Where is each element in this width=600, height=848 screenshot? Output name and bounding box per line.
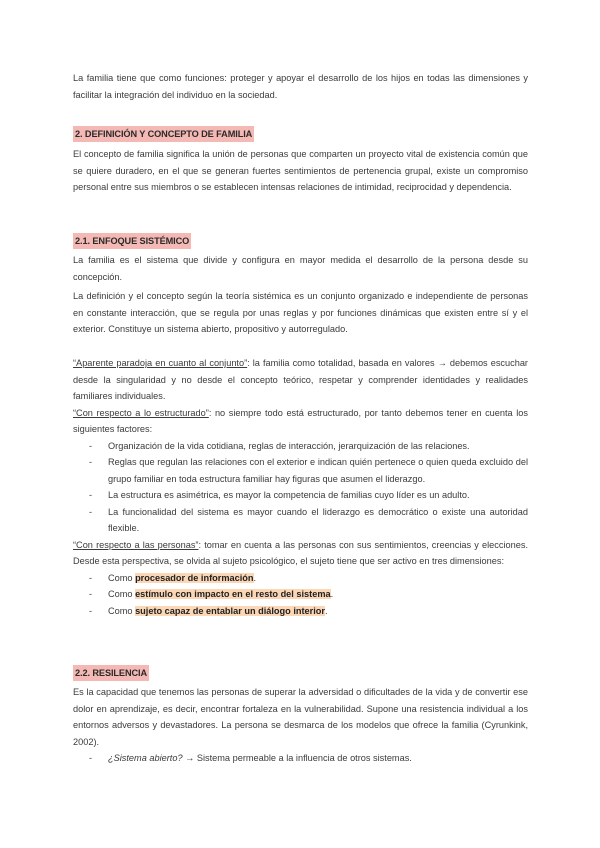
personas-text: : tomar en cuenta a las personas con sus sentimientos, creencias y elecciones. Desde esta perspectiva, se olvida al sujeto psicológico, el sujeto tiene que ser activo en tres dimensiones: — [73, 539, 528, 566]
definicion-paragraph — [73, 146, 528, 196]
estructurado-label: “Con respecto a lo estructurado” — [73, 407, 209, 418]
section-heading-resilencia: 2.2. RESILENCIA — [73, 665, 149, 681]
list-item: - La estructura es asimétrica, es mayor la competencia de familias cuyo líder es un adulto. — [89, 490, 470, 500]
enfoque-p1: La familia es el sistema que divide y configura en mayor medida el desarrollo de la persona desde su concepción. — [73, 255, 528, 282]
list-item: - ¿Sistema abierto? → Sistema permeable a la influencia de otros sistemas. — [89, 753, 412, 763]
paradoja-text: : la familia como totalidad, basada en valores → debemos escuchar desde la singularidad y no desde el concepto teórico, respetar y comprender identidades y realidades familiares individuales. — [73, 358, 528, 401]
intro-text: La familia tiene que como funciones: proteger y apoyar el desarrollo de los hijos en todas las dimensiones y facilitar la integración del individuo en la sociedad. — [73, 73, 528, 100]
list-item: - La funcionalidad del sistema es mayor cuando el liderazgo es democrático o existe una autoridad flexible. — [89, 506, 528, 533]
enfoque-block — [73, 252, 528, 338]
list-item: - Como sujeto capaz de entablar un diálogo interior. — [89, 605, 328, 616]
sistema-abierto-question: ¿Sistema abierto? — [108, 753, 183, 763]
estructurado-paragraph — [73, 405, 528, 438]
estructurado-text: : no siempre todo está estructurado, por tanto debemos tener en cuenta los siguientes factores: — [73, 407, 528, 434]
personas-label: “Con respecto a las personas” — [73, 539, 199, 550]
section-heading-enfoque: 2.1. ENFOQUE SISTÉMICO — [73, 233, 191, 249]
personas-paragraph — [73, 537, 528, 570]
resilencia-list — [73, 750, 528, 767]
dimensions-list — [73, 570, 528, 620]
list-item: - Reglas que regulan las relaciones con el exterior e indican quién pertenece o quien queda excluido del grupo familiar en toda estructura familiar hay figuras que asumen el liderazgo. — [89, 457, 528, 484]
enfoque-p2: La definición y el concepto según la teoría sistémica es un conjunto organizado e independiente de personas en constante interacción, que se regula por unas reglas y por funciones dinámicas que existen entre sí y el exterior. Constituye un sistema abierto, propositivo y autorregulado. — [73, 291, 528, 334]
paradoja-label: “Aparente paradoja en cuanto al conjunto” — [73, 358, 248, 368]
list-item: - Organización de la vida cotidiana, reglas de interacción, jerarquización de las relaciones. — [89, 440, 470, 451]
resilencia-block — [73, 684, 528, 767]
paradoja-block — [73, 355, 528, 619]
resilencia-paragraph: Es la capacidad que tenemos las personas de superar la adversidad o dificultades de la vida y de convertir ese dolor en aprendizaje, es decir, encontrar fortaleza en la vulnerabilidad. Supone una resistencia individual a los entornos adversos y devastadores. La persona se desmarca de los modelos que ofrece la familia (Cyrunkink, 2002). — [73, 687, 528, 747]
definicion-text: El concepto de familia significa la unión de personas que comparten un proyecto vital de existencia común que se quiere duradero, en el que se generan fuertes sentimientos de pertenencia grupal, existe un compromiso personal entre sus miembros o se establecen intensas relaciones de intimidad, reciprocidad y dependencia. — [73, 149, 528, 192]
intro-paragraph — [73, 70, 528, 103]
list-item: - Como estímulo con impacto en el resto del sistema. — [89, 589, 334, 599]
list-item: - Como procesador de información. — [89, 572, 257, 583]
section-heading-definicion: 2. DEFINICIÓN Y CONCEPTO DE FAMILIA — [73, 126, 254, 142]
paradoja-paragraph — [73, 355, 528, 405]
factors-list — [73, 438, 528, 537]
